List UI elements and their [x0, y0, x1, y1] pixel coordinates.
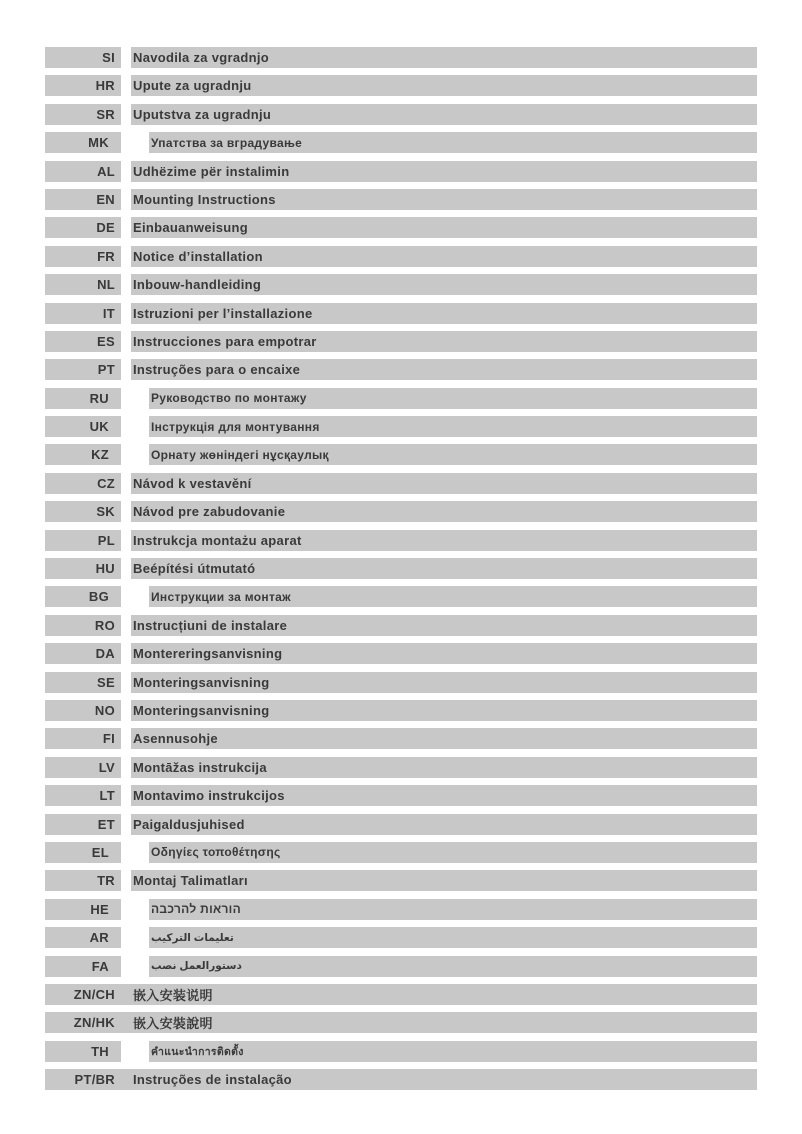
language-row-hr — [45, 75, 757, 96]
language-code: SI — [45, 47, 121, 68]
language-row-en — [45, 189, 757, 210]
language-label: Návod k vestavění — [131, 473, 757, 494]
language-code: SE — [45, 672, 121, 693]
column-divider — [121, 814, 131, 835]
language-code: FA — [45, 956, 121, 977]
column-divider — [121, 331, 131, 352]
language-code: IT — [45, 303, 121, 324]
language-code: PT — [45, 359, 121, 380]
language-row-se — [45, 672, 757, 693]
language-code: SR — [45, 104, 121, 125]
language-row-uk — [45, 416, 757, 437]
language-label: Upute za ugradnju — [131, 75, 757, 96]
column-divider — [121, 1041, 149, 1062]
language-label: Navodila za vgradnjo — [131, 47, 757, 68]
language-code: DA — [45, 643, 121, 664]
column-divider — [121, 47, 131, 68]
language-code: UK — [45, 416, 121, 437]
language-label: Beépítési útmutató — [131, 558, 757, 579]
language-label: Inbouw-handleiding — [131, 274, 757, 295]
language-code: LV — [45, 757, 121, 778]
language-code: NO — [45, 700, 121, 721]
language-code: PL — [45, 530, 121, 551]
language-label: Инструкции за монтаж — [149, 586, 757, 607]
language-code: LT — [45, 785, 121, 806]
language-label: Notice d’installation — [131, 246, 757, 267]
column-divider — [121, 217, 131, 238]
language-code: NL — [45, 274, 121, 295]
language-label: Monteringsanvisning — [131, 672, 757, 693]
language-code: KZ — [45, 444, 121, 465]
language-code: SK — [45, 501, 121, 522]
language-row-he — [45, 899, 757, 920]
language-row-th — [45, 1041, 757, 1062]
column-divider — [121, 586, 149, 607]
language-code: MK — [45, 132, 121, 153]
language-label: Monteringsanvisning — [131, 700, 757, 721]
language-label: Uputstva za ugradnju — [131, 104, 757, 125]
language-code: RU — [45, 388, 121, 409]
language-code: AR — [45, 927, 121, 948]
language-row-el — [45, 842, 757, 863]
language-row-da — [45, 643, 757, 664]
language-row-ar — [45, 927, 757, 948]
language-label: Упатства за вградување — [149, 132, 757, 153]
language-row-fr — [45, 246, 757, 267]
language-row-cz — [45, 473, 757, 494]
language-row-it — [45, 303, 757, 324]
column-divider — [121, 927, 149, 948]
column-divider — [121, 1012, 131, 1033]
language-row-zn-ch — [45, 984, 757, 1005]
language-label: 嵌入安装说明 — [131, 984, 757, 1005]
language-label: Montaj Talimatları — [131, 870, 757, 891]
language-list — [45, 47, 757, 1097]
language-label: Einbauanweisung — [131, 217, 757, 238]
language-code: BG — [45, 586, 121, 607]
language-label: 嵌入安裝說明 — [131, 1012, 757, 1033]
language-row-zn-hk — [45, 1012, 757, 1033]
language-label: Instrukcja montażu aparat — [131, 530, 757, 551]
column-divider — [121, 984, 131, 1005]
column-divider — [121, 700, 131, 721]
language-row-et — [45, 814, 757, 835]
language-row-nl — [45, 274, 757, 295]
language-label: Montereringsanvisning — [131, 643, 757, 664]
language-label: Οδηγίες τοποθέτησης — [149, 842, 757, 863]
language-row-de — [45, 217, 757, 238]
column-divider — [121, 388, 149, 409]
language-row-si — [45, 47, 757, 68]
language-row-es — [45, 331, 757, 352]
column-divider — [121, 728, 131, 749]
language-row-bg — [45, 586, 757, 607]
language-row-kz — [45, 444, 757, 465]
language-code: RO — [45, 615, 121, 636]
language-code: AL — [45, 161, 121, 182]
language-code: DE — [45, 217, 121, 238]
language-row-fa — [45, 956, 757, 977]
language-code: CZ — [45, 473, 121, 494]
column-divider — [121, 1069, 131, 1090]
language-code: EL — [45, 842, 121, 863]
language-label: Paigaldusjuhised — [131, 814, 757, 835]
column-divider — [121, 416, 149, 437]
column-divider — [121, 785, 131, 806]
column-divider — [121, 75, 131, 96]
column-divider — [121, 643, 131, 664]
language-label: Istruzioni per l’installazione — [131, 303, 757, 324]
column-divider — [121, 530, 131, 551]
column-divider — [121, 956, 149, 977]
language-label: คำแนะนำการติดตั้ง — [149, 1041, 757, 1062]
column-divider — [121, 842, 149, 863]
language-label: Instrucciones para empotrar — [131, 331, 757, 352]
language-row-fi — [45, 728, 757, 749]
language-label: Орнату жөніндегі нұсқаулық — [149, 444, 757, 465]
column-divider — [121, 104, 131, 125]
column-divider — [121, 672, 131, 693]
language-row-sr — [45, 104, 757, 125]
language-row-lt — [45, 785, 757, 806]
language-row-ru — [45, 388, 757, 409]
column-divider — [121, 757, 131, 778]
language-label: Instruções para o encaixe — [131, 359, 757, 380]
column-divider — [121, 444, 149, 465]
column-divider — [121, 558, 131, 579]
language-label: Руководство по монтажу — [149, 388, 757, 409]
column-divider — [121, 473, 131, 494]
language-code: HR — [45, 75, 121, 96]
language-label: Udhëzime për instalimin — [131, 161, 757, 182]
language-label: Montavimo instrukcijos — [131, 785, 757, 806]
language-label: Instruções de instalação — [131, 1069, 757, 1090]
language-code: ZN/HK — [45, 1012, 121, 1033]
language-code: ZN/CH — [45, 984, 121, 1005]
language-label: Instrucțiuni de instalare — [131, 615, 757, 636]
language-row-mk — [45, 132, 757, 153]
column-divider — [121, 615, 131, 636]
language-code: PT/BR — [45, 1069, 121, 1090]
language-code: TH — [45, 1041, 121, 1062]
language-label: Asennusohje — [131, 728, 757, 749]
language-code: ES — [45, 331, 121, 352]
column-divider — [121, 161, 131, 182]
language-label: הוראות להרכבה — [149, 899, 757, 920]
column-divider — [121, 899, 149, 920]
language-row-pt — [45, 359, 757, 380]
language-code: EN — [45, 189, 121, 210]
language-label: Mounting Instructions — [131, 189, 757, 210]
language-label: Návod pre zabudovanie — [131, 501, 757, 522]
language-row-tr — [45, 870, 757, 891]
language-row-hu — [45, 558, 757, 579]
language-code: ET — [45, 814, 121, 835]
column-divider — [121, 359, 131, 380]
column-divider — [121, 303, 131, 324]
column-divider — [121, 870, 131, 891]
language-row-pt-br — [45, 1069, 757, 1090]
column-divider — [121, 501, 131, 522]
language-row-al — [45, 161, 757, 182]
language-row-lv — [45, 757, 757, 778]
language-label: Інструкція для монтування — [149, 416, 757, 437]
language-code: HU — [45, 558, 121, 579]
language-row-pl — [45, 530, 757, 551]
column-divider — [121, 246, 131, 267]
language-code: FR — [45, 246, 121, 267]
language-row-ro — [45, 615, 757, 636]
language-label: Montāžas instrukcija — [131, 757, 757, 778]
language-row-no — [45, 700, 757, 721]
language-label: تعليمات التركيب — [149, 927, 757, 948]
language-row-sk — [45, 501, 757, 522]
column-divider — [121, 274, 131, 295]
language-code: TR — [45, 870, 121, 891]
language-code: FI — [45, 728, 121, 749]
column-divider — [121, 132, 149, 153]
language-code: HE — [45, 899, 121, 920]
column-divider — [121, 189, 131, 210]
language-label: دستورالعمل نصب — [149, 956, 757, 977]
